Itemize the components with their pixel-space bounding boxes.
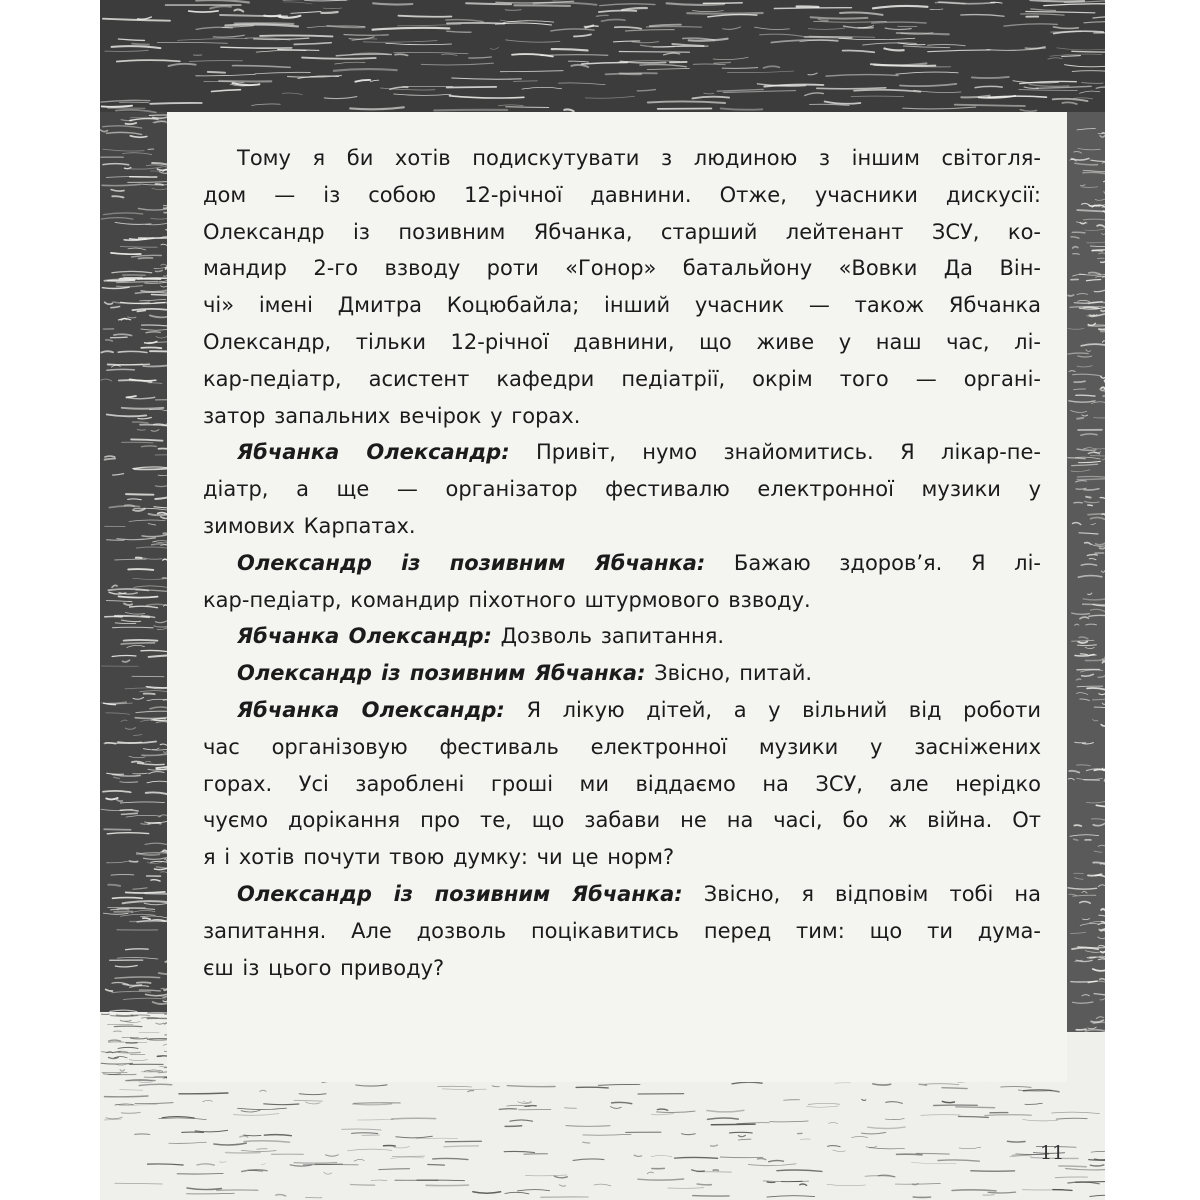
grain-stroke xyxy=(583,1142,590,1143)
grain-stroke xyxy=(971,1171,1015,1172)
grain-stroke xyxy=(294,1163,337,1164)
paragraph xyxy=(203,655,1041,692)
grain-stroke xyxy=(730,1132,753,1133)
grain-stroke xyxy=(1086,497,1091,498)
grain-stroke xyxy=(119,1052,141,1053)
grain-stroke xyxy=(1093,250,1103,251)
grain-stroke xyxy=(1104,181,1105,182)
grain-stroke xyxy=(1104,391,1105,392)
grain-stroke xyxy=(351,1185,375,1186)
paragraph xyxy=(203,140,1041,434)
grain-stroke xyxy=(697,1172,732,1173)
grain-stroke xyxy=(711,1124,755,1125)
grain-stroke xyxy=(1077,479,1105,480)
grain-stroke xyxy=(774,8,851,9)
grain-stroke xyxy=(1101,311,1105,312)
grain-stroke xyxy=(120,278,142,279)
line-text: кар-педіатр, командир піхотного штурмового взводу. xyxy=(203,587,811,612)
grain-stroke xyxy=(117,1015,133,1016)
text-line xyxy=(203,618,1041,655)
grain-stroke xyxy=(1059,1166,1086,1167)
grain-stroke xyxy=(1077,210,1101,211)
grain-stroke xyxy=(134,469,167,470)
speaker-name: Ябчанка Олександр: xyxy=(237,624,492,649)
grain-stroke xyxy=(714,62,730,63)
grain-stroke xyxy=(150,103,201,104)
grain-stroke xyxy=(445,1141,481,1142)
grain-stroke xyxy=(524,1154,547,1155)
grain-stroke xyxy=(1074,839,1078,840)
speaker-name: Олександр із позивним Ябчанка: xyxy=(237,661,646,686)
line-text: Олександр із позивним Ябчанка, старший лейтенант ЗСУ, ко- xyxy=(203,219,1041,244)
grain-stroke xyxy=(104,829,130,830)
grain-stroke xyxy=(797,6,819,7)
grain-stroke xyxy=(576,1087,608,1088)
grain-stroke xyxy=(132,1015,150,1016)
grain-stroke xyxy=(113,898,143,899)
grain-stroke xyxy=(124,640,158,641)
line-text: чуємо дорікання про те, що забави не на часі, бо ж війна. От xyxy=(203,808,1041,833)
grain-stroke xyxy=(208,72,225,73)
text-line xyxy=(203,802,1041,839)
grain-stroke xyxy=(1101,262,1105,263)
paragraph xyxy=(203,545,1041,619)
paragraph xyxy=(203,434,1041,544)
speaker-name: Олександр із позивним Ябчанка: xyxy=(237,881,683,906)
grain-stroke xyxy=(514,5,570,6)
line-text: єш із цього приводу? xyxy=(203,955,445,980)
grain-stroke xyxy=(687,13,762,14)
grain-stroke xyxy=(126,892,165,893)
text-line xyxy=(203,140,1041,177)
grain-stroke xyxy=(1086,660,1106,661)
text-block xyxy=(167,112,1067,1082)
grain-stroke xyxy=(514,81,538,82)
speaker-name: Ябчанка Олександр: xyxy=(237,440,510,465)
grain-stroke xyxy=(1075,742,1086,743)
grain-stroke xyxy=(321,12,337,13)
grain-stroke xyxy=(226,1153,261,1154)
grain-stroke xyxy=(897,1154,923,1155)
text-line xyxy=(203,471,1041,508)
line-text: горах. Усі зароблені гроші ми віддаємо на ЗСУ, але нерідко xyxy=(203,771,1041,796)
grain-stroke xyxy=(1094,707,1105,708)
grain-stroke xyxy=(142,446,157,447)
line-text: Дозволь запитання. xyxy=(491,624,724,649)
grain-stroke xyxy=(447,87,497,88)
grain-stroke xyxy=(1072,232,1085,233)
text-line xyxy=(203,655,1041,692)
text-line xyxy=(203,913,1041,950)
line-text: Тому я би хотів подискутувати з людиною з іншим світогля- xyxy=(237,146,1041,170)
grain-stroke xyxy=(1089,655,1096,656)
grain-stroke xyxy=(139,258,153,259)
line-text: Бажаю здоров’я. Я лі- xyxy=(705,550,1041,575)
grain-stroke xyxy=(399,16,452,17)
grain-stroke xyxy=(122,408,164,409)
line-text: запитання. Але дозволь поцікавитись перед тим: що ти дума- xyxy=(203,918,1041,943)
paragraph xyxy=(203,618,1041,655)
speaker-name: Олександр із позивним Ябчанка: xyxy=(237,550,706,575)
text-line xyxy=(203,876,1041,913)
text-line xyxy=(203,214,1041,251)
grain-stroke xyxy=(159,973,167,974)
text-line xyxy=(203,287,1041,324)
grain-stroke xyxy=(428,1165,445,1166)
grain-stroke xyxy=(1077,418,1083,419)
grain-stroke xyxy=(1077,476,1105,477)
grain-stroke xyxy=(129,861,138,862)
grain-stroke xyxy=(956,1107,995,1108)
grain-stroke xyxy=(916,1153,949,1154)
grain-stroke xyxy=(264,15,280,16)
grain-stroke xyxy=(1076,1029,1086,1030)
grain-stroke xyxy=(354,1103,401,1104)
paragraph xyxy=(203,876,1041,986)
text-line xyxy=(203,361,1041,398)
grain-stroke xyxy=(697,1184,711,1185)
grain-stroke xyxy=(942,1088,967,1089)
line-text: Я лікую дітей, а у вільний від роботи xyxy=(504,697,1041,722)
line-text: Привіт, нумо знайомитись. Я лікар-пе- xyxy=(509,440,1041,465)
grain-stroke xyxy=(105,459,116,460)
grain-stroke xyxy=(126,494,153,495)
grain-stroke xyxy=(114,1031,121,1032)
grain-stroke xyxy=(1105,380,1106,381)
text-line xyxy=(203,839,1041,876)
page-number: 11 xyxy=(1040,1142,1065,1164)
grain-stroke xyxy=(260,35,332,36)
grain-stroke xyxy=(137,982,151,983)
line-text: я і хотів почути твою думку: чи це норм? xyxy=(203,845,675,870)
line-text: час організовую фестиваль електронної музики у засніжених xyxy=(203,734,1041,759)
text-line xyxy=(203,729,1041,766)
line-text: зимових Карпатах. xyxy=(203,513,416,538)
line-text: затор запальних вечірок у горах. xyxy=(203,403,581,428)
grain-stroke xyxy=(985,1115,1031,1116)
grain-stroke xyxy=(156,184,163,185)
text-line xyxy=(203,250,1041,287)
grain-stroke xyxy=(619,52,689,53)
text-line xyxy=(203,582,1041,619)
grain-stroke xyxy=(152,295,168,296)
grain-stroke xyxy=(1088,505,1092,506)
grain-stroke xyxy=(107,540,124,541)
grain-stroke xyxy=(105,1096,148,1097)
grain-stroke xyxy=(219,81,271,82)
grain-stroke xyxy=(466,3,511,4)
text-line xyxy=(203,545,1041,582)
grain-stroke xyxy=(140,425,167,426)
grain-stroke xyxy=(132,44,149,45)
grain-stroke xyxy=(1068,295,1074,296)
grain-stroke xyxy=(1074,825,1081,826)
text-line xyxy=(203,324,1041,361)
grain-stroke xyxy=(606,73,657,74)
grain-stroke xyxy=(373,3,412,4)
line-text: дом — із собою 12-річної давнини. Отже, учасники дискусії: xyxy=(203,182,1041,207)
text-line xyxy=(203,398,1041,435)
grain-stroke xyxy=(111,337,128,338)
grain-stroke xyxy=(137,311,145,312)
grain-stroke xyxy=(434,110,507,111)
grain-stroke xyxy=(1008,1141,1026,1142)
text-line xyxy=(203,950,1041,987)
grain-stroke xyxy=(897,33,949,34)
grain-stroke xyxy=(109,1042,124,1043)
grain-stroke xyxy=(1083,604,1105,605)
grain-stroke xyxy=(1073,254,1079,255)
grain-stroke xyxy=(499,1109,516,1110)
grain-stroke xyxy=(1053,1190,1072,1191)
grain-stroke xyxy=(565,1108,577,1109)
grain-stroke xyxy=(113,627,153,628)
grain-stroke xyxy=(391,1118,435,1119)
line-text: діатр, а ще — організатор фестивалю електронної музики у xyxy=(203,477,1041,502)
grain-stroke xyxy=(447,23,504,24)
speaker-name: Ябчанка Олександр: xyxy=(237,697,505,722)
line-text: мандир 2-го взводу роти «Гонор» батальйону «Вовки Да Він- xyxy=(203,256,1041,281)
grain-stroke xyxy=(1100,548,1105,549)
text-line xyxy=(203,434,1041,471)
text-line xyxy=(203,508,1041,545)
grain-stroke xyxy=(384,1145,396,1146)
line-text: кар-педіатр, асистент кафедри педіатрії, окрім того — органі- xyxy=(203,366,1041,391)
grain-stroke xyxy=(919,1084,926,1085)
grain-stroke xyxy=(1074,381,1085,382)
grain-stroke xyxy=(955,105,1025,106)
grain-stroke xyxy=(128,569,153,570)
grain-stroke xyxy=(117,909,128,910)
text-line xyxy=(203,692,1041,729)
line-text: Звісно, питай. xyxy=(645,661,813,686)
grain-stroke xyxy=(143,366,167,367)
grain-stroke xyxy=(505,1126,521,1127)
line-text: чі» імені Дмитра Коцюбайла; інший учасник — також Ябчанка xyxy=(203,293,1041,318)
grain-stroke xyxy=(1101,909,1105,910)
text-line xyxy=(203,177,1041,214)
grain-stroke xyxy=(105,456,115,457)
line-text: Олександр, тільки 12-річної давнини, що живе у наш час, лі- xyxy=(203,329,1041,354)
paragraph xyxy=(203,692,1041,876)
grain-stroke xyxy=(426,1185,468,1186)
grain-stroke xyxy=(141,347,161,348)
grain-stroke xyxy=(107,369,134,370)
book-page xyxy=(100,0,1105,1200)
grain-stroke xyxy=(102,106,132,107)
line-text: Звісно, я відповім тобі на xyxy=(682,881,1042,906)
text-line xyxy=(203,766,1041,803)
